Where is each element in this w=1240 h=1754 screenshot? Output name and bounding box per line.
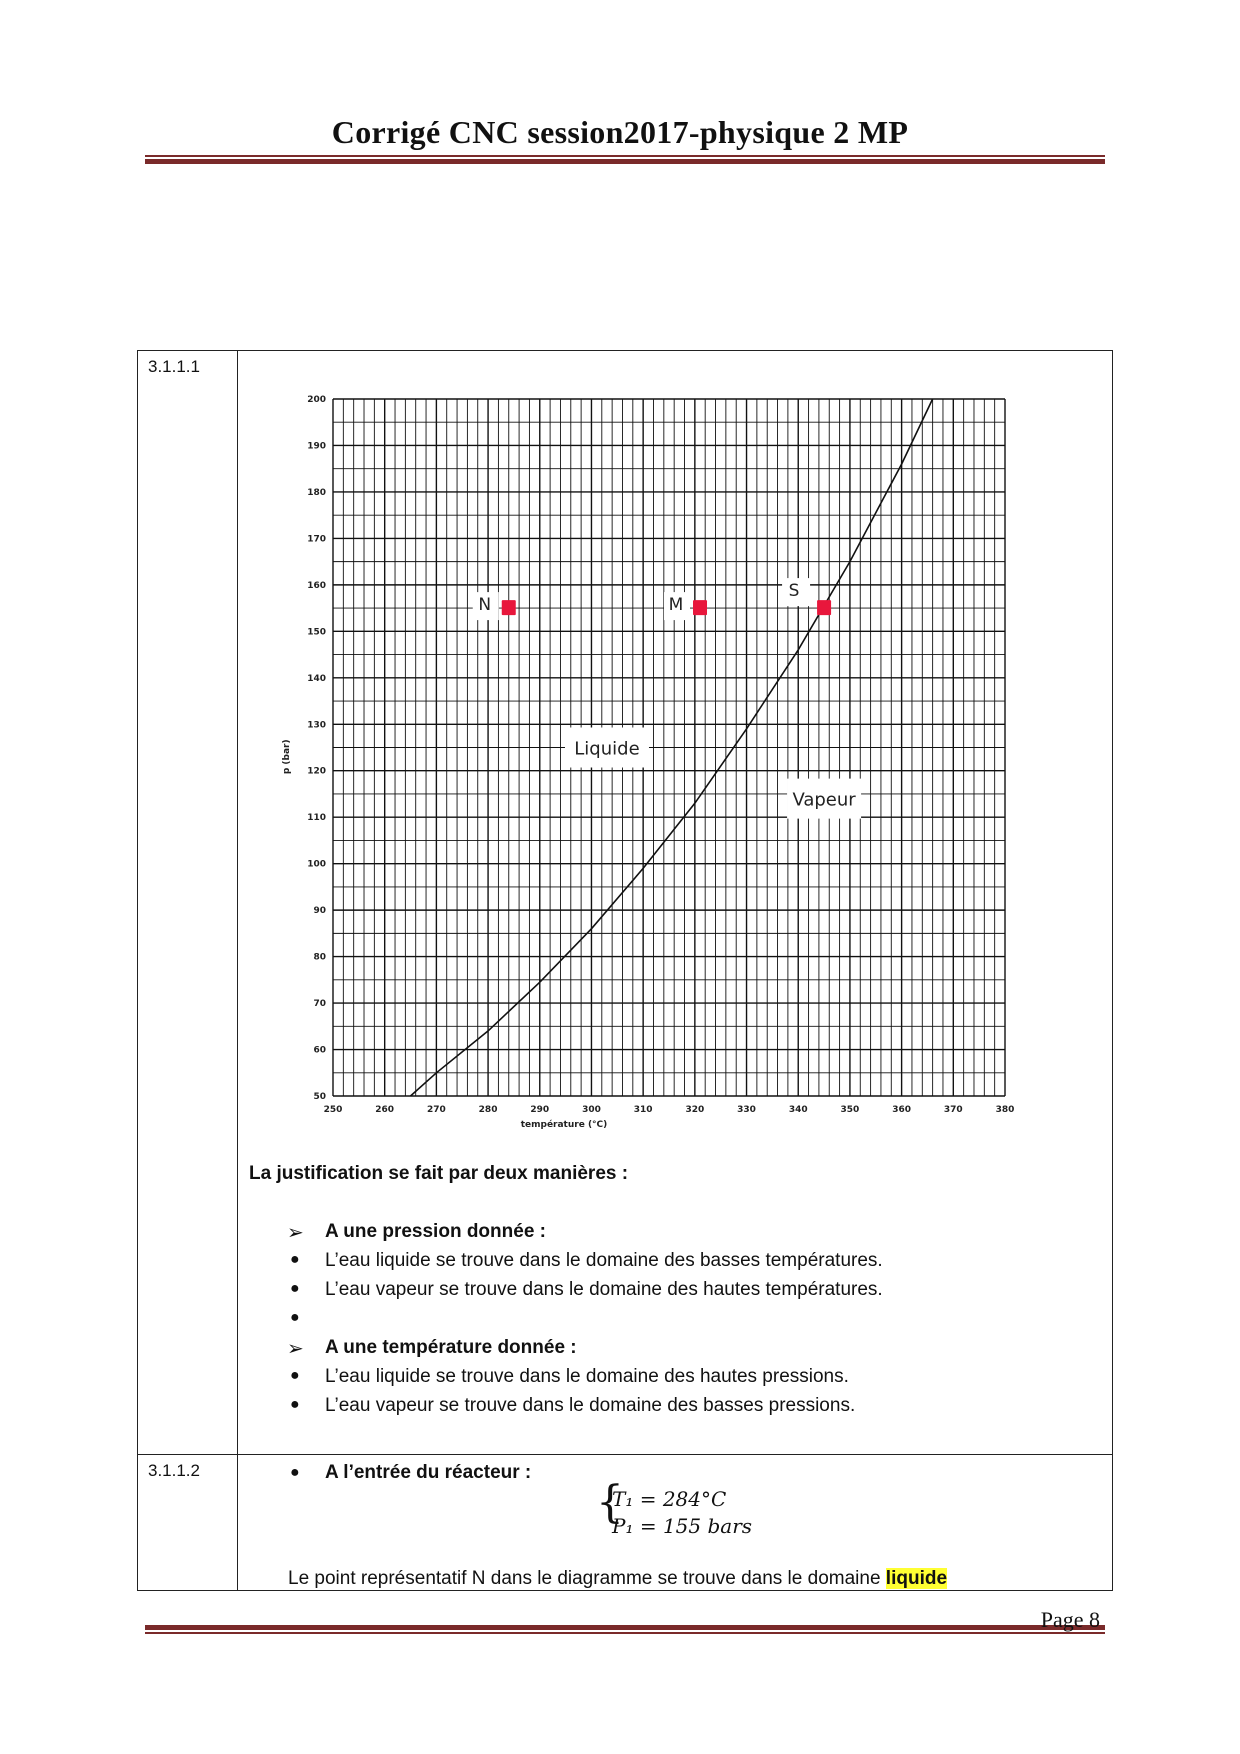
bullet-icon: ●	[290, 1464, 300, 1481]
y-tick-label: 90	[313, 906, 326, 917]
y-tick-label: 80	[313, 952, 326, 963]
list-item: L’eau vapeur se trouve dans le domaine des basses pressions.	[325, 1395, 856, 1416]
footer-rule	[145, 1625, 1105, 1634]
y-tick-label: 110	[307, 813, 326, 824]
temperature-heading: A une température donnée :	[325, 1337, 577, 1358]
x-tick-label: 330	[737, 1105, 756, 1115]
header-rule	[145, 155, 1105, 164]
question-number-cell	[138, 1455, 238, 1591]
conclusion-text: Le point représentatif N dans le diagramme se trouve dans le domaine liquide	[288, 1568, 948, 1589]
x-tick-label: 340	[788, 1105, 808, 1115]
x-tick-label: 320	[685, 1105, 705, 1115]
x-tick-label: 380	[995, 1105, 1015, 1115]
answer-cell	[238, 351, 1113, 1455]
table-row	[138, 351, 1113, 1455]
bullet-icon: ●	[290, 1280, 300, 1297]
y-tick-label: 160	[307, 580, 326, 591]
y-tick-label: 70	[313, 999, 326, 1010]
x-tick-label: 350	[840, 1105, 860, 1115]
pressure-equation: P₁ = 155 bars	[612, 1514, 753, 1538]
y-tick-label: 150	[307, 627, 326, 638]
list-item: L’eau vapeur se trouve dans le domaine des hautes températures.	[325, 1279, 883, 1300]
pressure-heading: A une pression donnée :	[325, 1221, 546, 1242]
y-tick-label: 140	[307, 673, 326, 684]
x-tick-label: 250	[323, 1105, 343, 1115]
page-title: Corrigé CNC session2017-physique 2 MP	[331, 114, 909, 150]
y-tick-label: 120	[307, 766, 326, 777]
x-tick-label: 300	[582, 1105, 601, 1115]
list-item: L’eau liquide se trouve dans le domaine des hautes pressions.	[325, 1366, 849, 1387]
list-item: L’eau liquide se trouve dans le domaine des basses températures.	[325, 1250, 883, 1271]
y-tick-label: 180	[307, 487, 326, 498]
answer-table	[137, 350, 1113, 1591]
y-tick-label: 190	[307, 441, 326, 452]
y-tick-label: 200	[307, 395, 326, 405]
x-tick-label: 370	[943, 1105, 963, 1115]
region-label: Liquide	[574, 738, 640, 760]
x-tick-label: 290	[530, 1105, 550, 1115]
y-axis-label: p (bar)	[282, 739, 292, 775]
x-tick-label: 280	[478, 1105, 498, 1115]
page-number: Page 8	[1040, 1607, 1100, 1632]
bullet-icon: ●	[290, 1309, 300, 1326]
point-label: S	[788, 581, 800, 602]
bullet-icon: ●	[290, 1396, 300, 1413]
y-tick-label: 50	[313, 1092, 326, 1102]
question-number-cell	[138, 351, 238, 1455]
arrow-bullet-icon: ➢	[287, 1338, 304, 1360]
y-tick-label: 100	[307, 859, 326, 870]
y-tick-label: 130	[307, 720, 326, 731]
arrow-bullet-icon: ➢	[287, 1222, 304, 1244]
answer-cell	[238, 1455, 1113, 1591]
y-tick-label: 170	[307, 534, 326, 545]
point-marker	[502, 600, 516, 615]
x-tick-label: 260	[375, 1105, 395, 1115]
temperature-equation: T₁ = 284°C	[612, 1487, 727, 1511]
point-marker	[817, 600, 831, 615]
y-tick-label: 60	[313, 1045, 326, 1056]
region-label: Vapeur	[792, 789, 856, 811]
point-label: M	[668, 595, 684, 616]
x-axis-label: température (°C)	[520, 1120, 608, 1130]
question-number: 3.1.1.1	[148, 357, 200, 376]
justification-intro: La justification se fait par deux manières :	[249, 1163, 629, 1184]
x-tick-label: 310	[633, 1105, 653, 1115]
system-brace: {	[596, 1477, 624, 1528]
phase-diagram-chart	[268, 373, 1038, 1130]
point-marker	[693, 600, 707, 615]
question-number: 3.1.1.2	[148, 1461, 200, 1480]
x-tick-label: 360	[892, 1105, 912, 1115]
table-row	[138, 1455, 1113, 1591]
point-label: N	[478, 595, 492, 616]
reactor-heading: A l’entrée du réacteur :	[325, 1462, 532, 1483]
x-tick-label: 270	[426, 1105, 446, 1115]
bullet-icon: ●	[290, 1251, 300, 1268]
highlighted-answer: liquide	[885, 1568, 948, 1589]
bullet-icon: ●	[290, 1367, 300, 1384]
